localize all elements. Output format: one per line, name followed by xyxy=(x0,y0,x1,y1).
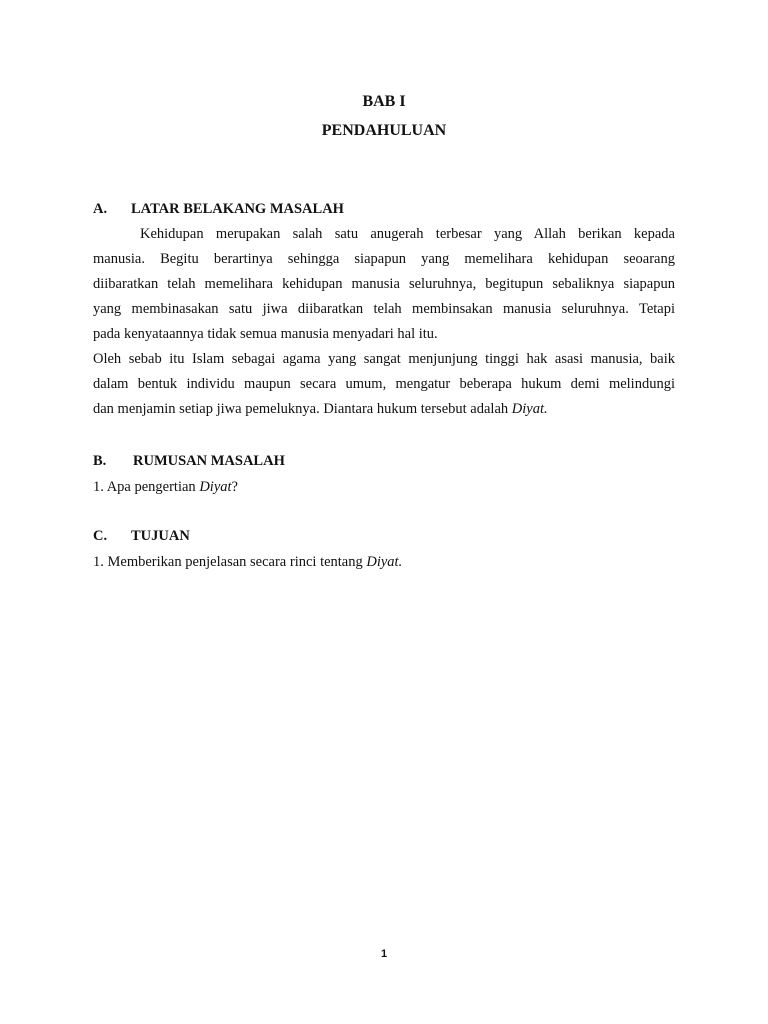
paragraph-line: Oleh sebab itu Islam sebagai agama yang sangat menjunjung tinggi hak asasi manusia, baik xyxy=(93,351,675,367)
section-b-title: RUMUSAN MASALAH xyxy=(133,453,285,469)
list-item-text: 1. Apa pengertian xyxy=(93,479,200,495)
section-b-heading xyxy=(93,451,285,471)
paragraph-line: yang membinasakan satu jiwa diibaratkan telah membinsakan manusia seluruhnya. Tetapi xyxy=(93,301,675,317)
section-a-title: LATAR BELAKANG MASALAH xyxy=(131,201,344,217)
section-c-heading xyxy=(93,526,190,546)
term-diyat: Diyat. xyxy=(366,554,403,570)
section-c-letter: C. xyxy=(93,528,108,544)
paragraph-line-last xyxy=(93,397,675,422)
section-a-paragraph-1 xyxy=(93,222,675,347)
term-diyat: Diyat. xyxy=(511,401,548,417)
section-b-letter: B. xyxy=(93,453,107,469)
section-a-heading xyxy=(93,199,344,219)
section-a-letter: A. xyxy=(93,201,108,217)
page-number: 1 xyxy=(380,948,388,960)
section-a-paragraph-2 xyxy=(93,347,675,422)
section-b-item-1 xyxy=(93,477,238,497)
section-c-item-1 xyxy=(93,552,402,572)
paragraph-line: Kehidupan merupakan salah satu anugerah terbesar yang Allah berikan kepada xyxy=(140,226,675,242)
paragraph-line: dalam bentuk individu maupun secara umum, mengatur beberapa hukum demi melindungi xyxy=(93,376,675,392)
paragraph-text: dan menjamin setiap jiwa pemeluknya. Diantara hukum tersebut adalah xyxy=(93,401,512,417)
paragraph-line: diibaratkan telah memelihara kehidupan manusia seluruhnya, begitupun sebaliknya siapapun xyxy=(93,276,675,292)
paragraph-line: manusia. Begitu berartinya sehingga siapapun yang memelihara kehidupan seoarang xyxy=(93,251,675,267)
chapter-title: PENDAHULUAN xyxy=(321,122,447,139)
list-item-text: 1. Memberikan penjelasan secara rinci tentang xyxy=(93,554,367,570)
paragraph-line: pada kenyataannya tidak semua manusia menyadari hal itu. xyxy=(93,326,438,342)
term-diyat: Diyat xyxy=(199,479,232,495)
chapter-title-block xyxy=(0,87,768,145)
list-item-suffix: ? xyxy=(231,479,238,495)
chapter-number: BAB I xyxy=(362,93,406,110)
section-c-title: TUJUAN xyxy=(131,528,190,544)
